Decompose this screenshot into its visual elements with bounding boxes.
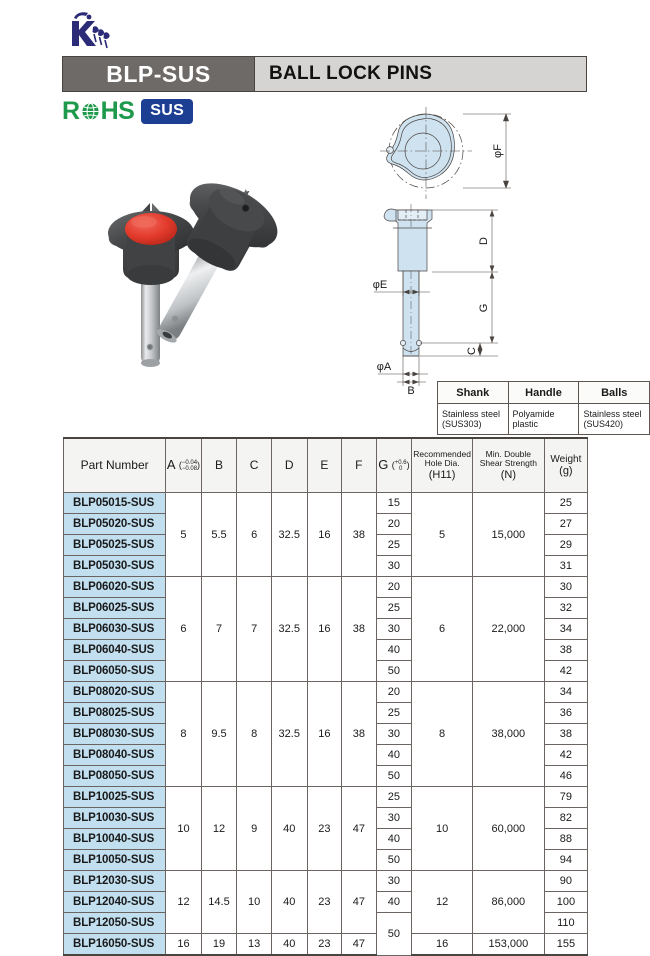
cell-part-number: BLP06050-SUS (64, 661, 166, 682)
col-header-weight (544, 438, 587, 493)
dim-label-g: G (478, 303, 490, 313)
cell-dim-g: 50 (376, 913, 412, 956)
cell-dim-e: 23 (307, 934, 341, 956)
cell-dim-g: 30 (376, 871, 412, 892)
product-photo (85, 175, 375, 380)
product-title-bar (62, 56, 587, 92)
col-header-shear-strength (472, 438, 544, 493)
table-row (64, 577, 588, 598)
cell-part-number: BLP12050-SUS (64, 913, 166, 934)
drawing-side-view (362, 196, 542, 396)
globe-icon (81, 102, 100, 121)
hole-dia-line2: Hole Dia. (424, 458, 460, 469)
cell-hole-dia: 12 (412, 871, 473, 934)
col-header-g-tol-upper: +0.6 (394, 460, 407, 467)
material-header-row (438, 382, 650, 404)
table-row (64, 934, 588, 956)
pin-upright (108, 203, 194, 367)
col-header-d: D (271, 438, 307, 493)
cell-weight: 42 (544, 745, 587, 766)
cell-dim-c: 10 (237, 871, 271, 934)
material-value-row (438, 404, 650, 435)
col-header-g-letter: G (378, 457, 389, 473)
cell-dim-g: 50 (376, 766, 412, 787)
product-code: BLP-SUS (63, 57, 255, 91)
cell-part-number: BLP08030-SUS (64, 724, 166, 745)
cell-dim-c: 8 (237, 682, 271, 787)
cell-part-number: BLP12040-SUS (64, 892, 166, 913)
cell-dim-g: 25 (376, 535, 412, 556)
table-row (64, 787, 588, 808)
col-header-hole-dia (412, 438, 473, 493)
cell-dim-c: 7 (237, 577, 271, 682)
dim-label-b: B (407, 385, 415, 396)
cell-weight: 90 (544, 871, 587, 892)
cell-dim-g: 15 (376, 493, 412, 514)
cell-dim-f: 47 (342, 871, 376, 934)
cell-part-number: BLP12030-SUS (64, 871, 166, 892)
cell-dim-e: 23 (307, 787, 341, 871)
material-header-balls: Balls (579, 382, 650, 404)
table-row (64, 682, 588, 703)
cell-dim-g: 40 (376, 892, 412, 913)
cell-part-number: BLP05025-SUS (64, 535, 166, 556)
col-header-a-letter: A (166, 457, 176, 473)
cell-dim-b: 5.5 (201, 493, 237, 577)
cell-part-number: BLP08020-SUS (64, 682, 166, 703)
dim-label-phi-a: φA (376, 361, 392, 373)
hole-dia-line3: (H11) (428, 468, 456, 481)
cell-dim-c: 13 (237, 934, 271, 956)
cell-shear-strength: 22,000 (472, 577, 544, 682)
col-header-g: G (+0.6 0 ) (376, 438, 412, 493)
cell-part-number: BLP05020-SUS (64, 514, 166, 535)
cell-weight: 25 (544, 493, 587, 514)
cell-hole-dia: 16 (412, 934, 473, 956)
col-header-a-tol-upper: −0.04 (181, 460, 198, 467)
cell-dim-a: 8 (166, 682, 201, 787)
weight-line2: (g) (559, 464, 573, 477)
cell-weight: 79 (544, 787, 587, 808)
spec-header-row (64, 438, 588, 493)
cell-part-number: BLP10030-SUS (64, 808, 166, 829)
col-header-b: B (201, 438, 237, 493)
cell-weight: 34 (544, 619, 587, 640)
cell-shear-strength: 86,000 (472, 871, 544, 934)
cell-weight: 31 (544, 556, 587, 577)
cell-dim-g: 40 (376, 829, 412, 850)
hole-dia-line1: Recommended (413, 448, 471, 459)
cell-weight: 34 (544, 682, 587, 703)
cell-part-number: BLP06025-SUS (64, 598, 166, 619)
cell-weight: 88 (544, 829, 587, 850)
rohs-hs-letters: HS (100, 96, 135, 125)
cell-part-number: BLP08040-SUS (64, 745, 166, 766)
cell-dim-d: 40 (271, 787, 307, 871)
cell-dim-b: 7 (201, 577, 237, 682)
material-header-handle: Handle (508, 382, 579, 404)
cell-dim-g: 30 (376, 619, 412, 640)
col-header-f: F (342, 438, 376, 493)
cell-dim-f: 47 (342, 934, 376, 956)
cell-dim-c: 6 (237, 493, 271, 577)
cell-weight: 36 (544, 703, 587, 724)
cell-dim-b: 14.5 (201, 871, 237, 934)
cell-dim-g: 50 (376, 850, 412, 871)
table-row (64, 493, 588, 514)
cell-shear-strength: 153,000 (472, 934, 544, 956)
cell-dim-b: 19 (201, 934, 237, 956)
sus-badge: SUS (141, 99, 193, 124)
col-header-g-tol-lower: 0 (398, 466, 403, 473)
cell-dim-a: 16 (166, 934, 201, 956)
cell-shear-strength: 60,000 (472, 787, 544, 871)
cell-dim-g: 20 (376, 577, 412, 598)
cell-dim-g: 25 (376, 598, 412, 619)
cell-hole-dia: 8 (412, 682, 473, 787)
cell-part-number: BLP06040-SUS (64, 640, 166, 661)
cell-dim-a: 12 (166, 871, 201, 934)
cell-dim-g: 30 (376, 724, 412, 745)
cell-weight: 42 (544, 661, 587, 682)
dim-label-phi-f: φF (492, 144, 504, 158)
cell-dim-d: 32.5 (271, 577, 307, 682)
cell-dim-g: 25 (376, 787, 412, 808)
cell-dim-g: 30 (376, 556, 412, 577)
material-table (437, 381, 650, 435)
drawing-top-view (368, 103, 533, 203)
col-header-part-number: Part Number (64, 438, 166, 493)
cell-part-number: BLP08025-SUS (64, 703, 166, 724)
cell-weight: 38 (544, 640, 587, 661)
cell-dim-g: 50 (376, 661, 412, 682)
cell-dim-f: 47 (342, 787, 376, 871)
cell-dim-g: 40 (376, 745, 412, 766)
material-value-shank: Stainless steel (SUS303) (438, 404, 509, 435)
cell-part-number: BLP16050-SUS (64, 934, 166, 956)
cell-shear-strength: 38,000 (472, 682, 544, 787)
rohs-r-letter: R (62, 96, 80, 125)
page-title: BALL LOCK PINS (255, 57, 586, 91)
shear-line2: Shear Strength (479, 458, 537, 469)
specification-table (63, 437, 588, 956)
cell-dim-e: 16 (307, 577, 341, 682)
cell-part-number: BLP05015-SUS (64, 493, 166, 514)
cell-weight: 46 (544, 766, 587, 787)
cell-weight: 82 (544, 808, 587, 829)
col-header-a-tol-lower: −0.08 (181, 466, 198, 473)
col-header-c: C (237, 438, 271, 493)
kipp-logo (62, 8, 114, 52)
cell-dim-a: 10 (166, 787, 201, 871)
cell-part-number: BLP06020-SUS (64, 577, 166, 598)
cell-dim-e: 16 (307, 682, 341, 787)
cell-dim-d: 32.5 (271, 493, 307, 577)
material-value-balls: Stainless steel (SUS420) (579, 404, 650, 435)
cell-dim-g: 25 (376, 703, 412, 724)
cell-dim-g: 20 (376, 682, 412, 703)
dim-label-phi-e: φE (372, 279, 388, 291)
cell-dim-d: 32.5 (271, 682, 307, 787)
cell-hole-dia: 6 (412, 577, 473, 682)
cell-part-number: BLP10040-SUS (64, 829, 166, 850)
cell-dim-b: 9.5 (201, 682, 237, 787)
cell-weight: 110 (544, 913, 587, 934)
col-header-e: E (307, 438, 341, 493)
material-header-shank: Shank (438, 382, 509, 404)
cell-dim-a: 6 (166, 577, 201, 682)
table-row (64, 871, 588, 892)
shear-line3: (N) (500, 468, 516, 481)
cell-weight: 155 (544, 934, 587, 956)
cell-weight: 29 (544, 535, 587, 556)
cell-dim-f: 38 (342, 493, 376, 577)
cell-dim-f: 38 (342, 577, 376, 682)
certification-badges (62, 96, 193, 126)
cell-dim-a: 5 (166, 493, 201, 577)
cell-part-number: BLP08050-SUS (64, 766, 166, 787)
cell-weight: 94 (544, 850, 587, 871)
cell-dim-f: 38 (342, 682, 376, 787)
cell-hole-dia: 5 (412, 493, 473, 577)
cell-part-number: BLP10050-SUS (64, 850, 166, 871)
cell-weight: 32 (544, 598, 587, 619)
shear-line1: Min. Double (485, 448, 532, 459)
col-header-a: A (−0.04 −0.08) (166, 438, 201, 493)
weight-line1: Weight (550, 453, 582, 465)
cell-part-number: BLP06030-SUS (64, 619, 166, 640)
cell-part-number: BLP05030-SUS (64, 556, 166, 577)
material-value-handle: Polyamide plastic (508, 404, 579, 435)
cell-weight: 38 (544, 724, 587, 745)
cell-hole-dia: 10 (412, 787, 473, 871)
cell-dim-d: 40 (271, 871, 307, 934)
rohs-logo (62, 97, 134, 126)
cell-dim-g: 20 (376, 514, 412, 535)
cell-dim-g: 40 (376, 640, 412, 661)
cell-dim-g: 30 (376, 808, 412, 829)
cell-dim-e: 16 (307, 493, 341, 577)
spec-table-body (64, 493, 588, 956)
dim-label-c: C (466, 347, 478, 355)
cell-dim-d: 40 (271, 934, 307, 956)
cell-weight: 30 (544, 577, 587, 598)
cell-shear-strength: 15,000 (472, 493, 544, 577)
cell-weight: 27 (544, 514, 587, 535)
cell-weight: 100 (544, 892, 587, 913)
cell-part-number: BLP10025-SUS (64, 787, 166, 808)
dim-label-d: D (478, 237, 490, 245)
cell-dim-c: 9 (237, 787, 271, 871)
cell-dim-e: 23 (307, 871, 341, 934)
cell-dim-b: 12 (201, 787, 237, 871)
